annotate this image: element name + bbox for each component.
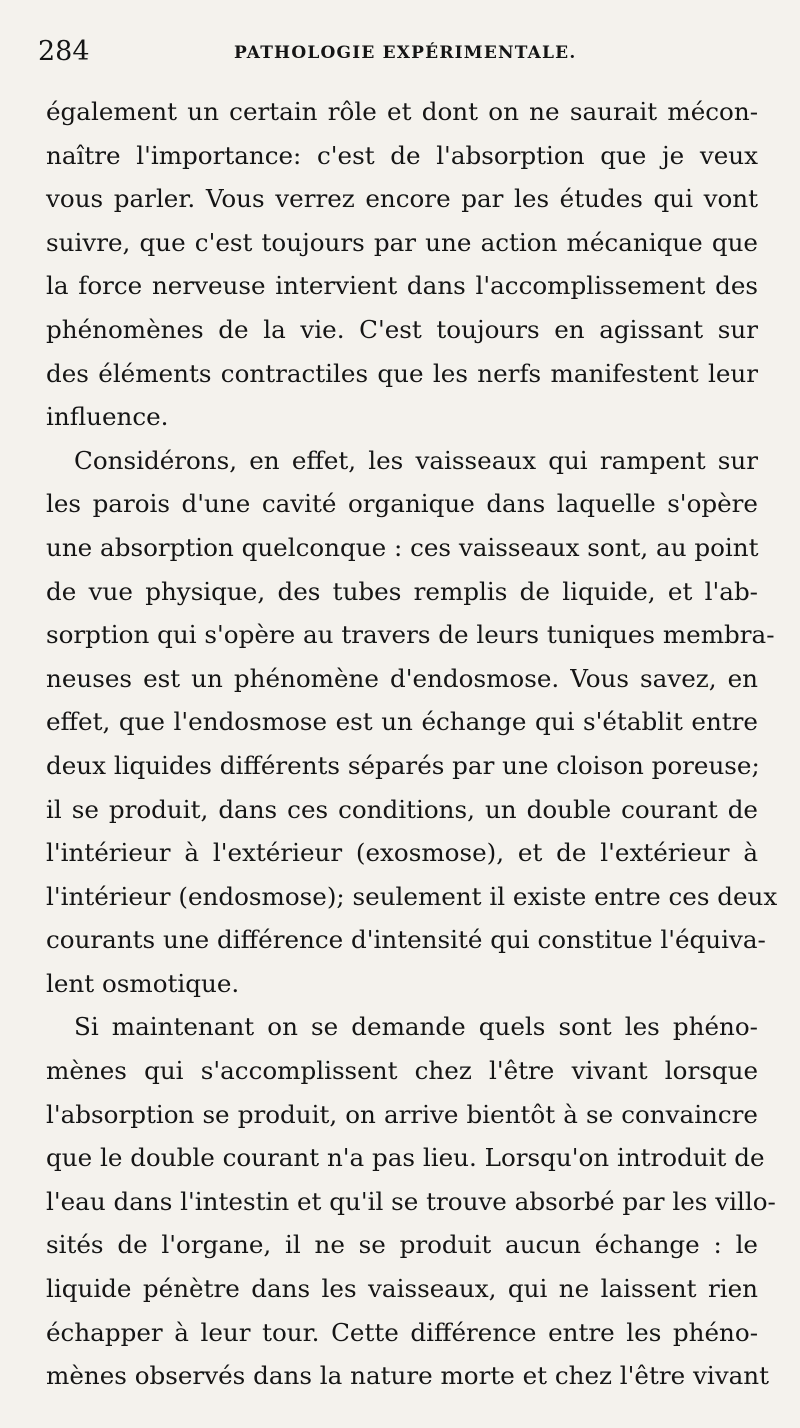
- text-line: courants une différence d'intensité qui constitue l'équiva-: [46, 925, 766, 955]
- text-line: naître l'importance: c'est de l'absorption que je veux: [46, 140, 758, 170]
- text-line: l'intérieur à l'extérieur (exosmose), et de l'extérieur à: [46, 838, 758, 868]
- text-line: Considérons, en effet, les vaisseaux qui rampent sur: [74, 445, 758, 475]
- text-line: vous parler. Vous verrez encore par les études qui vont: [46, 184, 758, 214]
- text-line: une absorption quelconque : ces vaisseaux sont, au point: [46, 532, 759, 562]
- text-line: les parois d'une cavité organique dans laquelle s'opère: [46, 489, 758, 519]
- text-line: lent osmotique.: [46, 968, 240, 998]
- page-header: [38, 32, 780, 72]
- text-line: mènes qui s'accomplissent chez l'être vivant lorsque: [46, 1056, 758, 1086]
- page-number: 284: [38, 36, 90, 67]
- text-line: l'absorption se produit, on arrive bientôt à se convaincre: [46, 1099, 758, 1129]
- text-line: Si maintenant on se demande quels sont les phéno-: [74, 1012, 758, 1042]
- text-line: suivre, que c'est toujours par une action mécanique que: [46, 227, 758, 257]
- body-text: [46, 90, 778, 1398]
- text-line: influence.: [46, 402, 169, 432]
- text-line: sorption qui s'opère au travers de leurs tuniques membra-: [46, 620, 775, 650]
- text-line: également un certain rôle et dont on ne saurait mécon-: [46, 97, 758, 126]
- text-line: effet, que l'endosmose est un échange qui s'établit entre: [46, 707, 758, 737]
- text-line: l'eau dans l'intestin et qu'il se trouve absorbé par les villo-: [46, 1186, 776, 1216]
- text-line: des éléments contractiles que les nerfs manifestent leur: [46, 358, 758, 388]
- text-line: phénomènes de la vie. C'est toujours en agissant sur: [46, 314, 758, 344]
- running-title: PATHOLOGIE EXPÉRIMENTALE.: [234, 43, 577, 63]
- text-line: liquide pénètre dans les vaisseaux, qui ne laissent rien: [46, 1274, 758, 1304]
- text-line: deux liquides différents séparés par une cloison poreuse;: [46, 750, 760, 780]
- text-line: il se produit, dans ces conditions, un double courant de: [46, 794, 758, 824]
- text-line: l'intérieur (endosmose); seulement il existe entre ces deux: [46, 881, 778, 911]
- text-line: sités de l'organe, il ne se produit aucun échange : le: [46, 1230, 758, 1260]
- text-line: neuses est un phénomène d'endosmose. Vous savez, en: [46, 663, 758, 693]
- text-line: que le double courant n'a pas lieu. Lorsqu'on introduit de: [46, 1143, 765, 1173]
- text-line: mènes observés dans la nature morte et chez l'être vivant: [46, 1361, 770, 1391]
- text-line: la force nerveuse intervient dans l'accomplissement des: [46, 271, 758, 301]
- text-line: échapper à leur tour. Cette différence entre les phéno-: [46, 1317, 758, 1347]
- text-line: de vue physique, des tubes remplis de liquide, et l'ab-: [46, 576, 758, 606]
